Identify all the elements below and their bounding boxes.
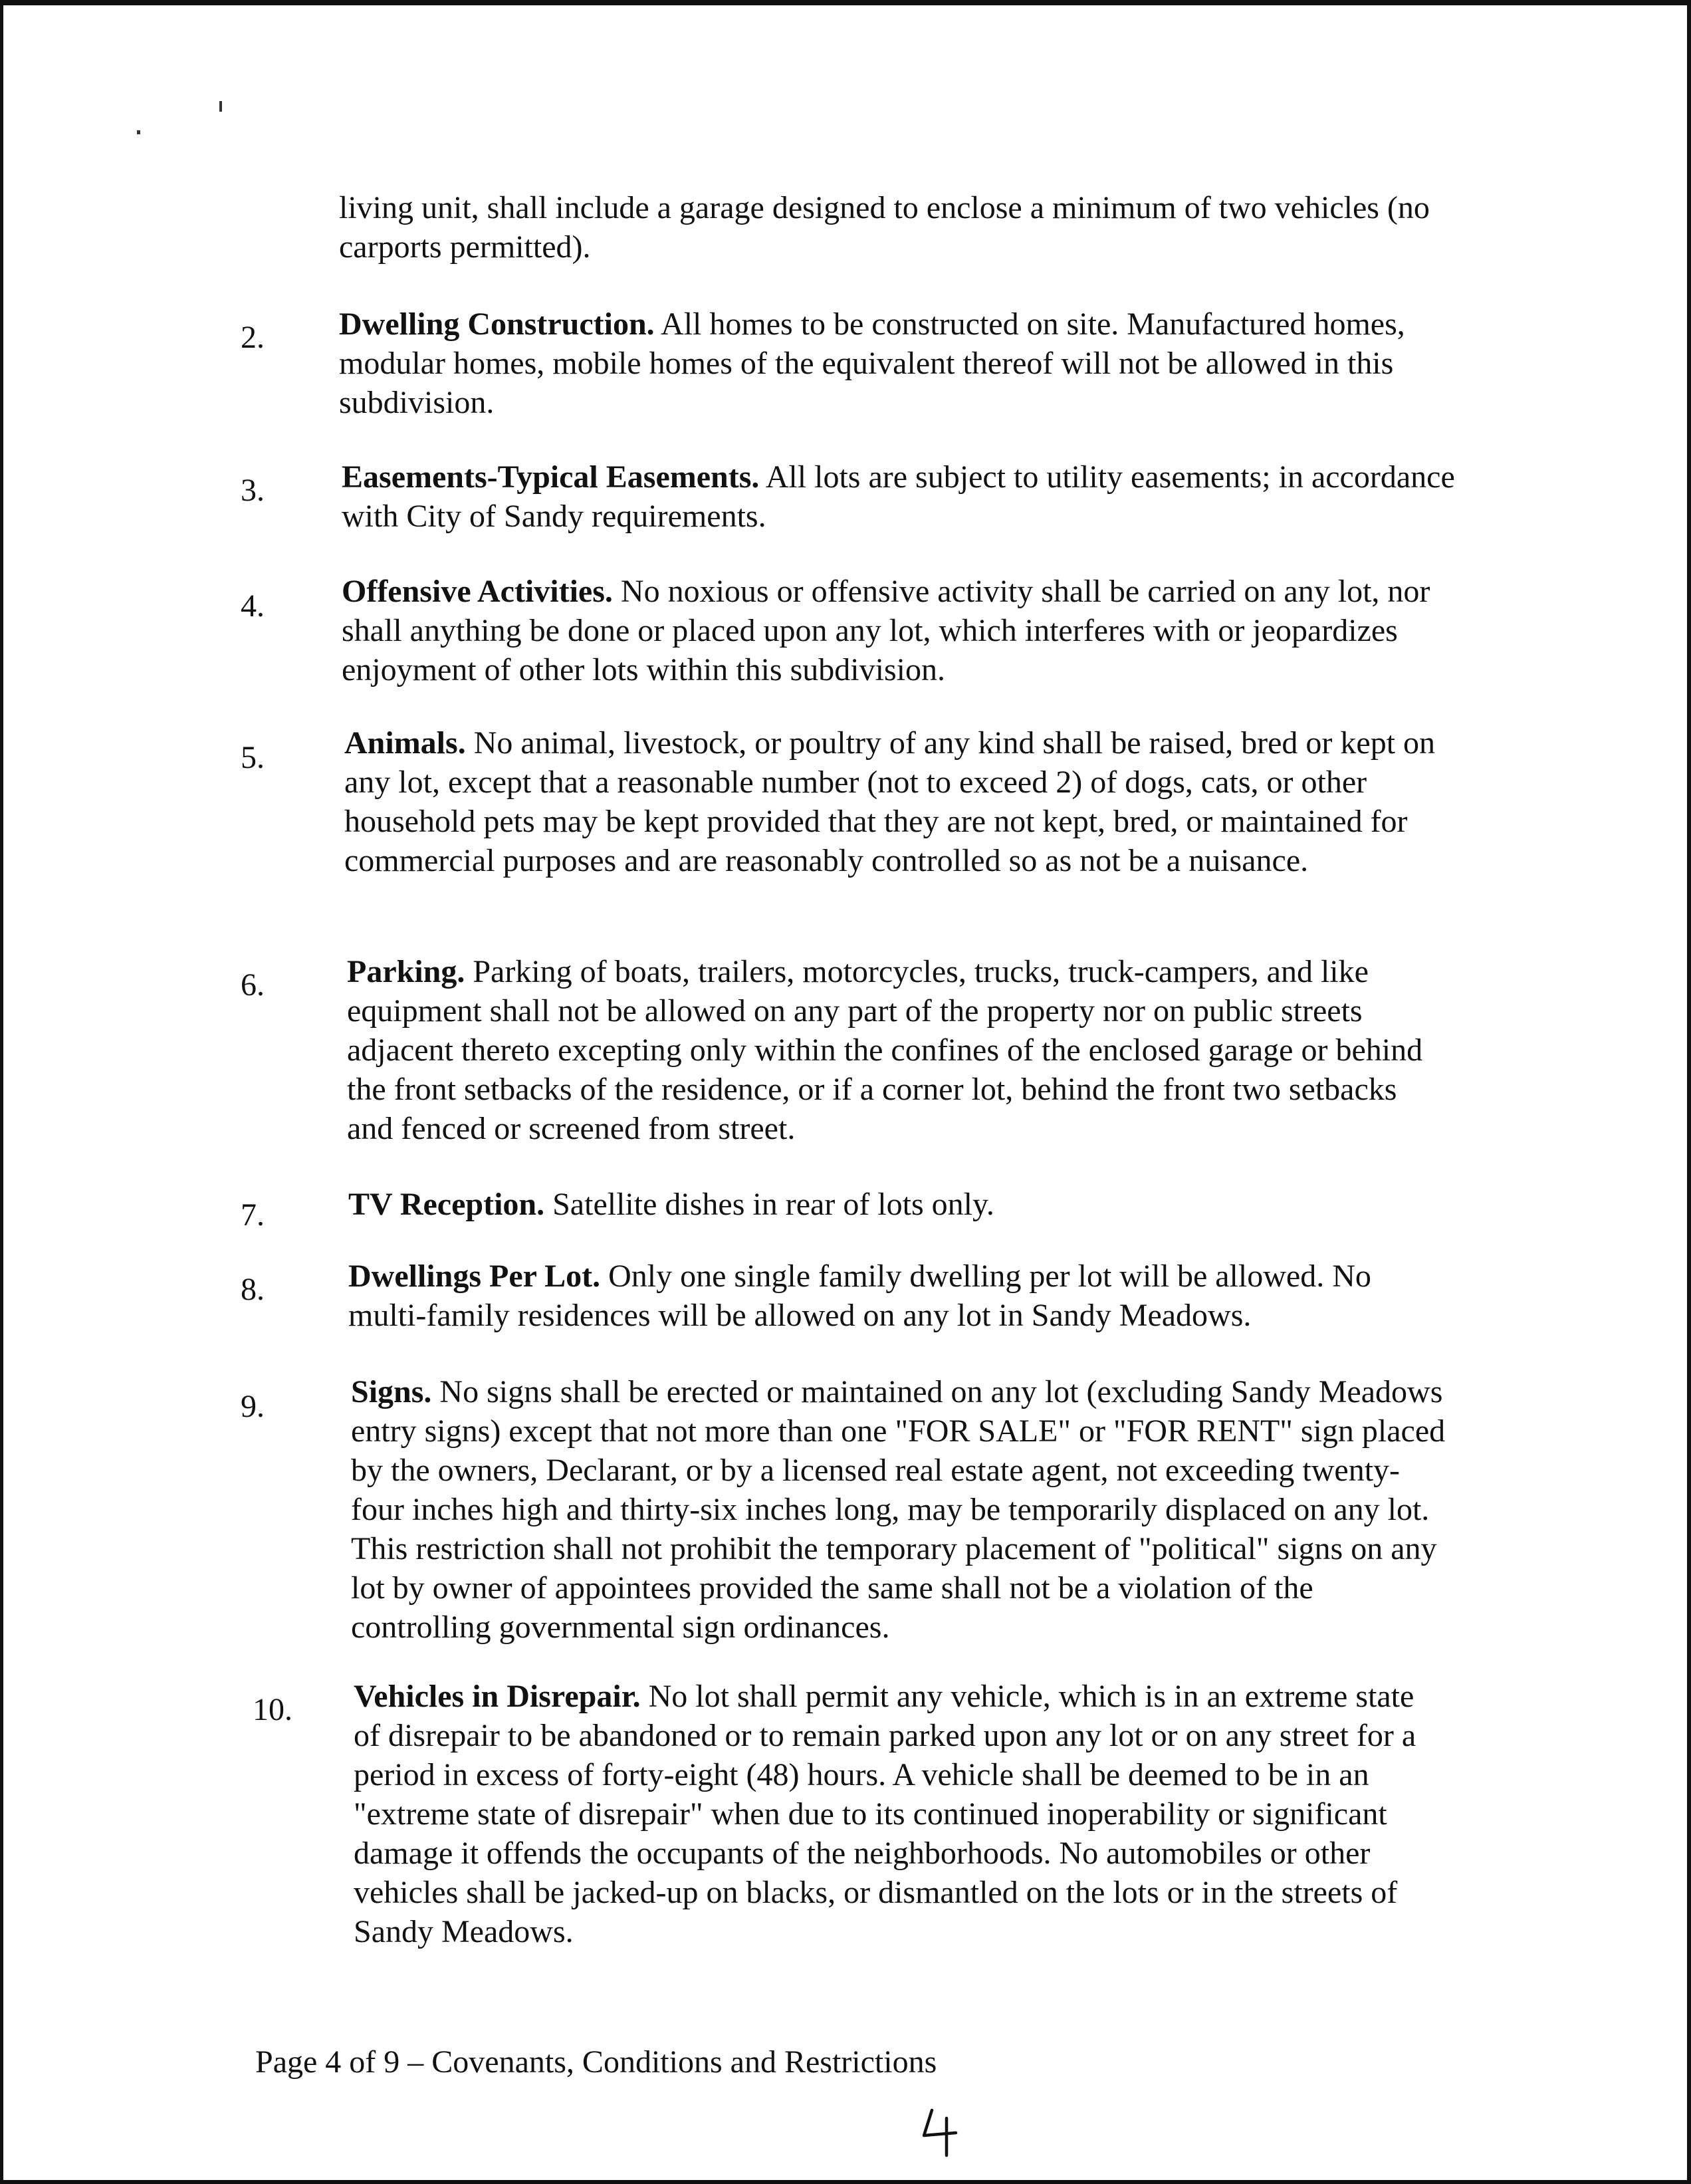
item-text: Parking of boats, trailers, motorcycles, trucks, truck-campers, and like equipment shall not be allowed on any part of the property nor on public streets adjacent thereto excepting only within the confines of the enclosed garage or behind the front setbacks of the residence, or if a corner lot, behind the front two setbacks and fenced or screened from street. (347, 954, 1423, 1146)
item-body (351, 1372, 1448, 1647)
item-heading: Vehicles in Disrepair. (354, 1679, 641, 1714)
scan-border-top (0, 0, 1691, 5)
item-body (348, 1185, 1492, 1224)
item-number: 2. (241, 320, 265, 355)
item-text: Only one single family dwelling per lot will be allowed. No multi-family residences will be allowed on any lot in Sandy Meadows. (348, 1259, 1371, 1333)
item-heading: Signs. (351, 1374, 432, 1409)
scan-speck (137, 130, 140, 134)
item-heading: Dwellings Per Lot. (348, 1259, 601, 1294)
item-number: 6. (241, 967, 265, 1003)
scan-border-bottom (0, 2180, 1691, 2184)
item-heading: Parking. (347, 954, 465, 989)
item-body (347, 952, 1444, 1148)
handwritten-page-number (917, 2105, 964, 2158)
item-text: No animal, livestock, or poultry of any kind shall be raised, bred or kept on any lot, except that a reasonable number (not to exceed 2) of dogs, cats, or other household pets may be kept provided that they are not kept, bred, or maintained for commercial purposes and are reasonably controlled so as not be a nuisance. (344, 725, 1436, 878)
item-text: No lot shall permit any vehicle, which is in an extreme state of disrepair to be abandoned or to remain parked upon any lot or on any street for a period in excess of forty-eight (48) hours. A vehicle shall be deemed to be in an "extreme state of disrepair" when due to its continued inoperability or significant damage it offends the occupants of the neighborhoods. No automobiles or other vehicles shall be jacked-up on blacks, or dismantled on the lots or in the streets of Sandy Meadows. (354, 1679, 1416, 1949)
item-heading: Dwelling Construction. (339, 306, 655, 342)
page-footer: Page 4 of 9 – Covenants, Conditions and Restrictions (255, 2044, 937, 2080)
item-number: 5. (241, 740, 265, 775)
item-number: 7. (241, 1197, 265, 1233)
item-body (342, 572, 1472, 689)
scan-speck (219, 101, 222, 112)
item-number: 9. (241, 1389, 265, 1424)
item-body (348, 1257, 1452, 1335)
scan-border-left (0, 0, 3, 2184)
item-body (339, 304, 1482, 422)
item-body (354, 1677, 1430, 1951)
item-body (344, 723, 1441, 880)
intro-paragraph: living unit, shall include a garage designed to enclose a minimum of two vehicles (no carports permitted). (339, 190, 1430, 265)
item-heading: TV Reception. (348, 1187, 545, 1222)
item-text: No noxious or offensive activity shall be carried on any lot, nor shall anything be done or placed upon any lot, which interferes with or jeopardizes enjoyment of other lots within this subdivision. (342, 574, 1430, 687)
scan-border-right (1687, 0, 1691, 2184)
item-text: No signs shall be erected or maintained on any lot (excluding Sandy Meadows entry signs) except that not more than one "FOR SALE" or "FOR RENT" sign placed by the owners, Declarant, or by a licensed real estate agent, not exceeding twenty-four inches high and thirty-six inches long, may be temporarily displaced on any lot. This restriction shall not prohibit the temporary placement of "political" signs on any lot by owner of appointees provided the same shall not be a violation of the controlling governmental sign ordinances. (351, 1374, 1446, 1645)
item-text: All lots are subject to utility easements; in accordance with City of Sandy requirements. (342, 459, 1455, 534)
item-number: 4. (241, 588, 265, 624)
item-text: All homes to be constructed on site. Manufactured homes, modular homes, mobile homes of the equivalent thereof will not be allowed in this subdivision. (339, 306, 1405, 420)
item-number: 10. (253, 1692, 292, 1727)
item-number: 3. (241, 473, 265, 508)
item-heading: Animals. (344, 725, 466, 761)
item-text: Satellite dishes in rear of lots only. (552, 1187, 994, 1222)
item-number: 8. (241, 1272, 265, 1307)
item-heading: Offensive Activities. (342, 574, 613, 609)
item-heading: Easements-Typical Easements. (342, 459, 760, 495)
item-body (342, 457, 1485, 536)
